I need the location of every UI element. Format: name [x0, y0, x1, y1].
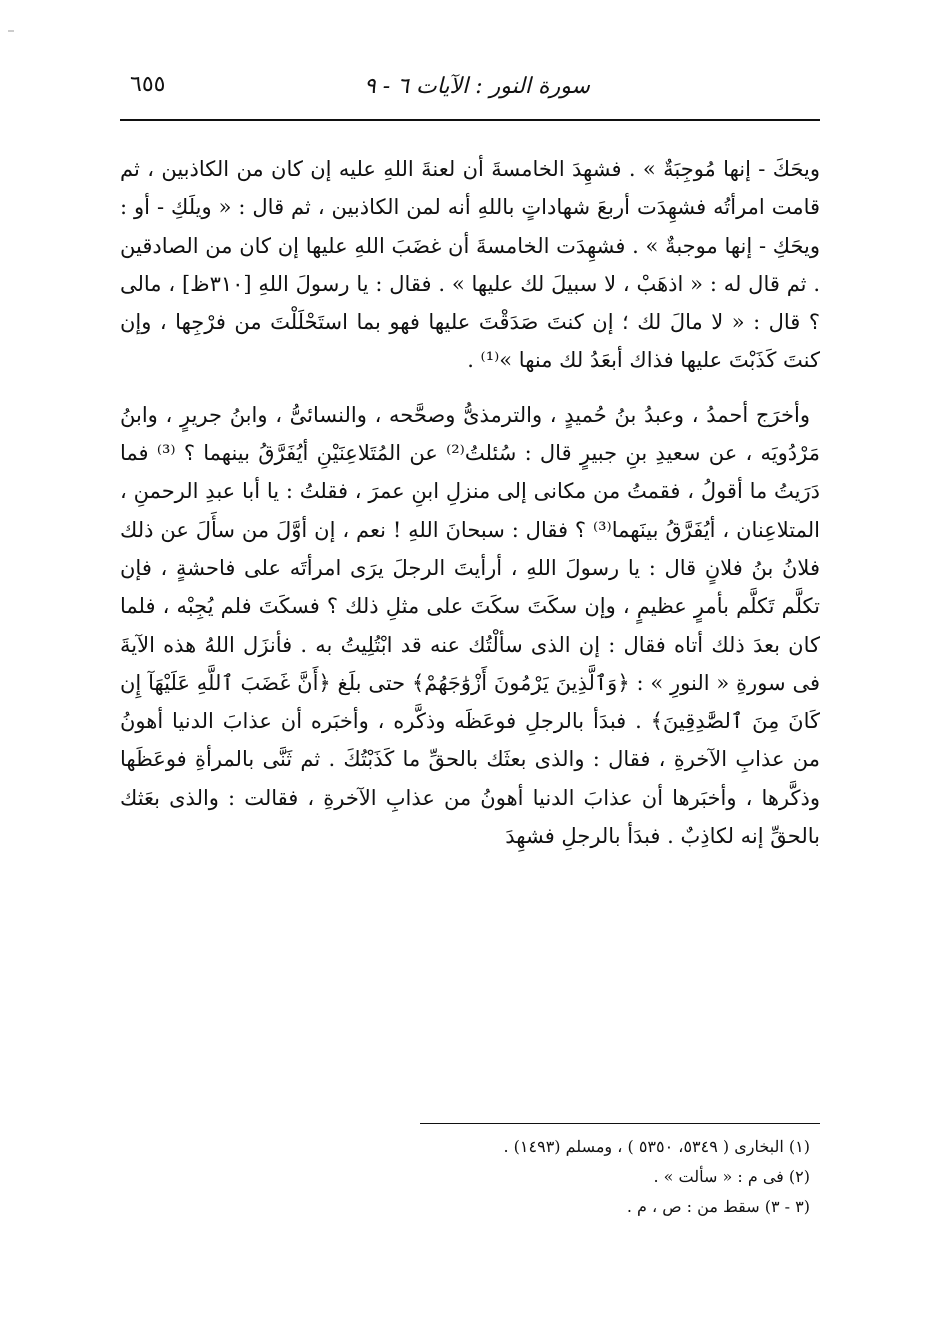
footnote-3: (٣ - ٣) سقط من : ص ، م . [626, 1197, 810, 1216]
footnotes [120, 1132, 810, 1222]
running-title: سورة النور : الآيات ٦ - ٩ [363, 74, 590, 99]
footnote-1: (١) البخارى ( ٥٣٤٩، ٥٣٥٠ ) ، ومسلم (١٤٩٣) . [503, 1137, 810, 1156]
crop-mark-icon [8, 28, 14, 34]
paragraph-2: وأخرَج أحمدُ ، وعبدُ بنُ حُميدٍ ، والترمذىُّ وصحَّحه ، والنسائىُّ ، وابنُ جريرٍ ، وابنُ مَرْدُويَه ، عن سعيدِ بنِ جبيرٍ قال : سُئلتُ⁽²⁾ عن المُتَلاعِنَيْنِ أيُفَرَّقُ بينهما ؟ ⁽³⁾ فما دَرَيتُ ما أقولُ ، فقمتُ من مكانى إلى منزلِ ابنِ عمرَ ، فقلتُ : يا أبا عبدِ الرحمنِ ، المتلاعِنان ، أيُفَرَّقُ بينَهما⁽³⁾ ؟ فقال : سبحانَ اللهِ ! نعم ، إن أوَّلَ من سأَلَ عن ذلك فلانُ بنُ فلانٍ قال : يا رسولَ اللهِ ، أرأيتَ الرجلَ يرَى امرأتَه على فاحشةٍ ، فإن تكلَّم تَكلَّم بأمرٍ عظيمٍ ، وإن سكَتَ سكَتَ على مثلِ ذلك ؟ فسكَتَ فلم يُجِبْه ، فلما كان بعدَ ذلك أتاه فقال : إن الذى سألْتُك عنه قد ابْتُلِيتُ به . فأنزَل اللهُ هذه الآيةَ فى سورةِ « النورِ » : ﴿وَٱلَّذِينَ يَرْمُونَ أَزْوَٰجَهُمْ﴾ حتى بلَغ ﴿أَنَّ غَضَبَ ٱللَّهِ عَلَيْهَآ إِن كَانَ مِنَ ٱلصَّٰدِقِينَ﴾ . فبدَأ بالرجلِ فوعَظَه وذكَّره ، وأخبَره أن عذابَ الدنيا أهونُ من عذابِ الآخرةِ ، فقال : والذى بعثَك بالحقِّ ما كَذَبْتُكَ . ثم ثَنَّى بالمرأةِ فوعَظَها وذكَّرها ، وأخبَرها أن عذابَ الدنيا أهونُ من عذابِ الآخرةِ ، فقالت : والذى بعَثك بالحقِّ إنه لكاذِبٌ . فبدَأ بالرجلِ فشهِدَ [120, 402, 821, 849]
header-rule [120, 119, 820, 121]
footnote-rule [420, 1123, 820, 1124]
page-header [120, 64, 820, 116]
footnote-2: (٢) فى م : « سألت » . [653, 1167, 810, 1186]
main-text [120, 150, 820, 855]
page-number: ٦٥٥ [130, 72, 166, 97]
paragraph-1: ويحَكَ - إنها مُوجِبَةٌ » . فشهِدَ الخامسةَ أن لعنةَ اللهِ عليه إن كان من الكاذبين ، ثم قامت امرأتُه فشهِدَت أربعَ شهاداتٍ باللهِ أنه لمن الكاذبين ، ثم قال : « ويلَكِ - أو : ويحَكِ - إنها موجبةٌ » . فشهِدَت الخامسةَ أن غضَبَ اللهِ عليها إن كان من الصادقين . ثم قال له : « اذهَبْ ، لا سبيلَ لك عليها » . فقال : يا رسولَ اللهِ [٣١٠ظ] ، مالى ؟ قال : « لا مالَ لك ؛ إن كنتَ صَدَقْتَ عليها فهو بما استَحْلَلْتَ من فرْجِها ، وإن كنتَ كَذَبْتَ عليها فذاك أبعَدُ لك منها »⁽¹⁾ . [120, 157, 820, 373]
